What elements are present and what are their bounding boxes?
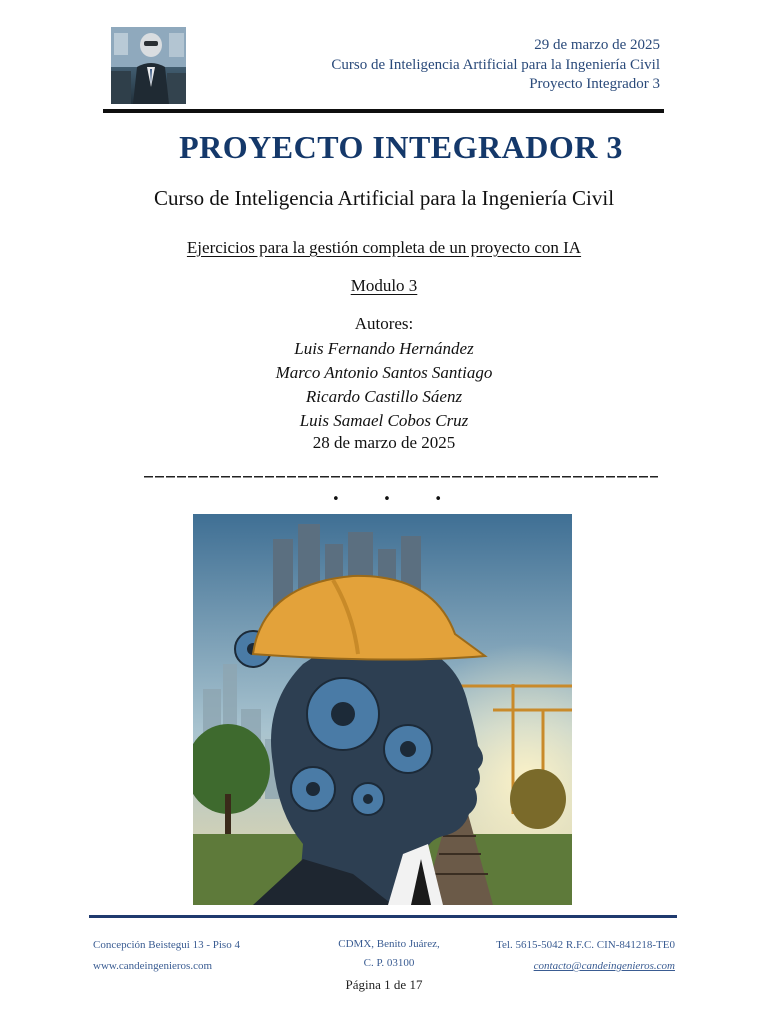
- document-date: 28 de marzo de 2025: [312, 433, 456, 452]
- bullet: •: [434, 492, 442, 507]
- bullet: •: [332, 492, 340, 507]
- module-heading: Modulo 3: [350, 276, 418, 295]
- footer-left: [93, 935, 240, 977]
- gear-head-engineer-illustration-icon: [193, 514, 572, 905]
- exercises-heading: Ejercicios para la gestión completa de un proyecto con IA: [186, 238, 582, 257]
- page-number: Página 1 de 17: [345, 977, 423, 992]
- header-info: [331, 36, 660, 95]
- header-divider: [103, 109, 664, 113]
- footer-email-link[interactable]: contacto@candeingenieros.com: [533, 960, 675, 972]
- robot-engineer-logo-icon: [111, 27, 186, 104]
- bullet-separator: [332, 492, 442, 512]
- dashed-divider: [144, 468, 658, 482]
- course-subtitle: Curso de Inteligencia Artificial para la Ingeniería Civil: [153, 186, 615, 210]
- header-date: 29 de marzo de 2025: [534, 37, 660, 53]
- footer-postal: C. P. 03100: [363, 957, 415, 969]
- author-name: Marco Antonio Santos Santiago: [275, 363, 493, 382]
- header-project: Proyecto Integrador 3: [529, 76, 660, 92]
- authors-list: [0, 337, 768, 433]
- header-course: Curso de Inteligencia Artificial para la Ingeniería Civil: [331, 56, 660, 73]
- author-name: Luis Samael Cobos Cruz: [299, 411, 469, 430]
- bullet: •: [383, 492, 391, 507]
- footer-address: Concepción Beistegui 13 - Piso 4: [93, 939, 240, 951]
- footer-website[interactable]: www.candeingenieros.com: [93, 960, 213, 972]
- authors-label: Autores:: [354, 314, 414, 333]
- author-name: Ricardo Castillo Sáenz: [305, 387, 463, 406]
- footer-phone-rfc: Tel. 5615-5042 R.F.C. CIN-841218-TE0: [496, 939, 675, 951]
- footer-city: CDMX, Benito Juárez,: [338, 938, 440, 950]
- footer-center: [318, 935, 460, 973]
- footer-divider: [89, 915, 677, 918]
- author-name: Luis Fernando Hernández: [294, 339, 474, 358]
- footer-right: [496, 935, 675, 977]
- page-title: PROYECTO INTEGRADOR 3: [179, 129, 623, 165]
